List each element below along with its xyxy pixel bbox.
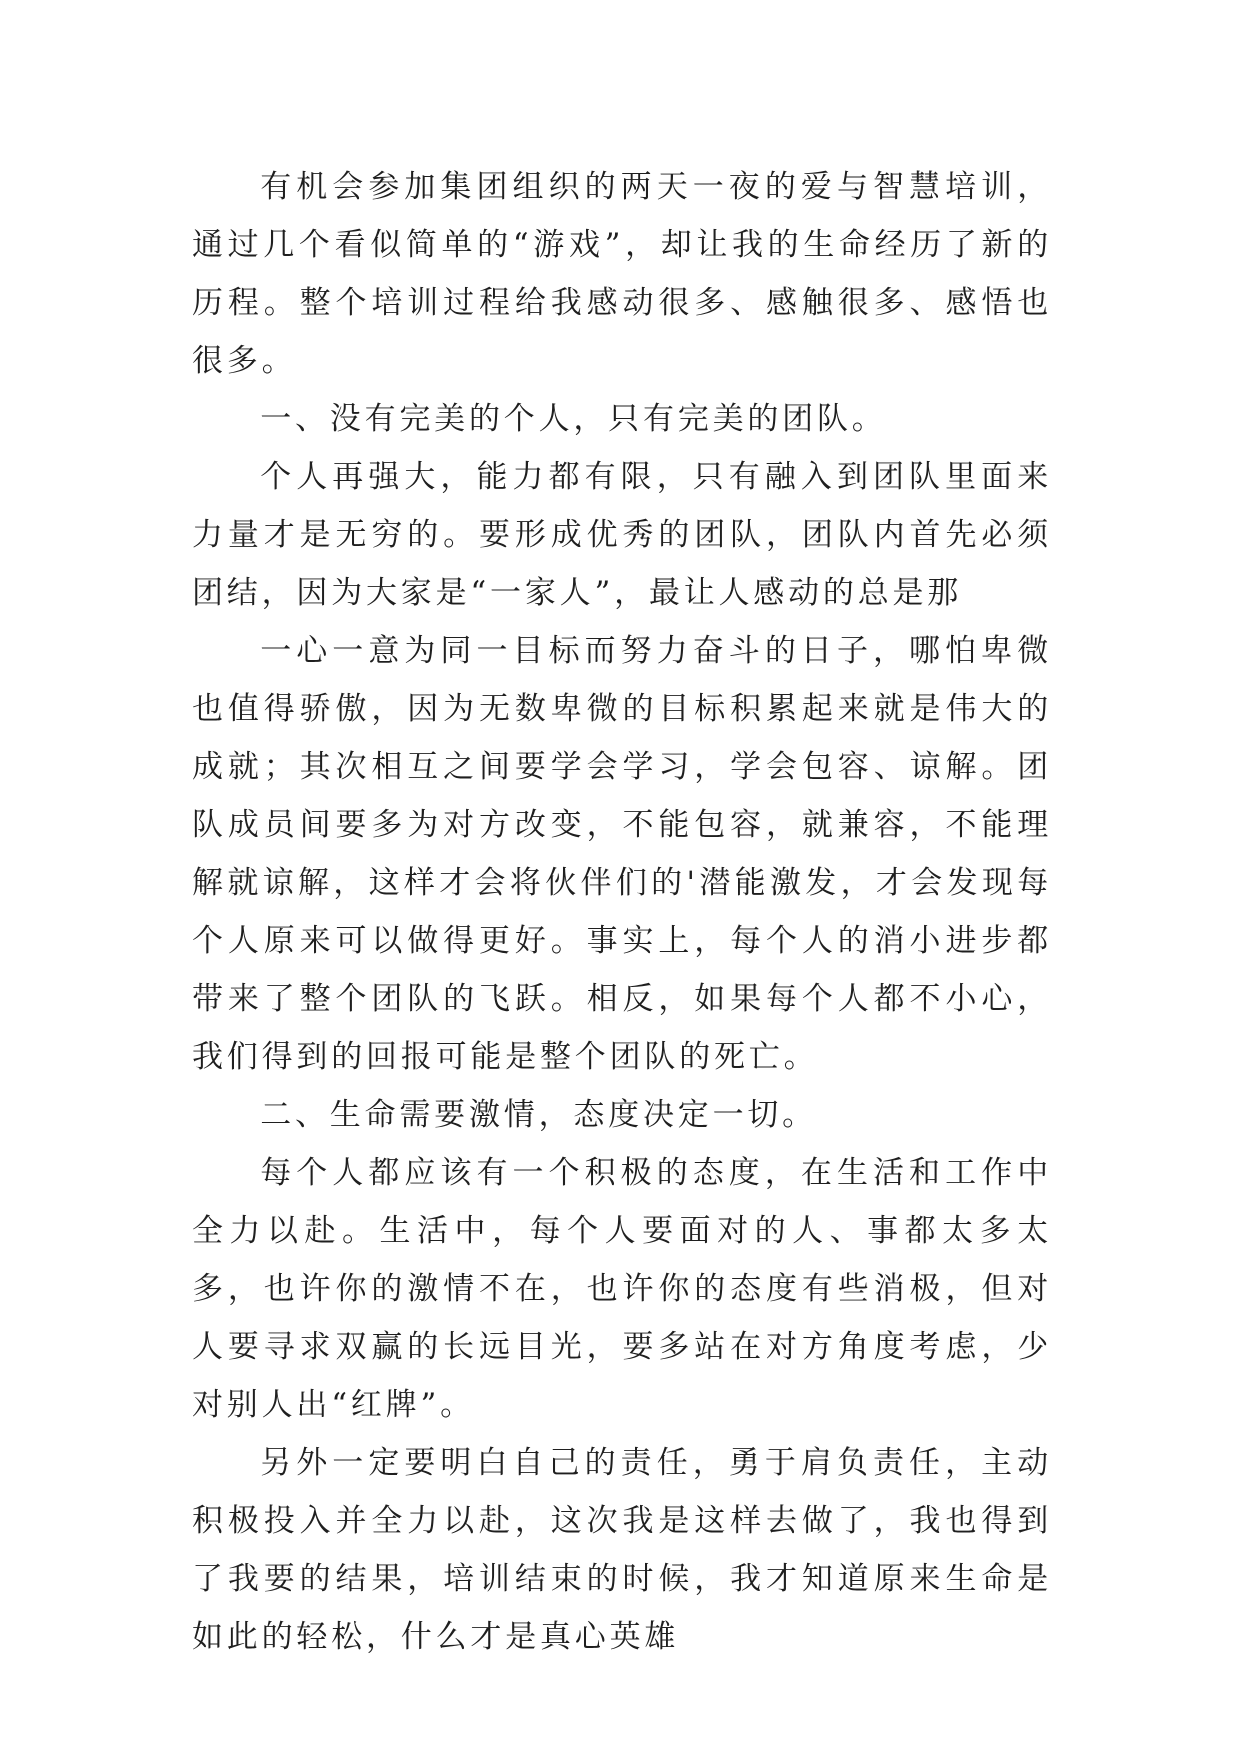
document-body [192,158,1052,1666]
paragraph-common-goal: 一心一意为同一目标而努力奋斗的日子，哪怕卑微也值得骄傲，因为无数卑微的目标积累起来就是伟大的成就；其次相互之间要学会学习，学会包容、谅解。团队成员间要多为对方改变，不能包容，就兼容，不能理解就谅解，这样才会将伙伴们的'潜能激发，才会发现每个人原来可以做得更好。事实上，每个人的消小进步都带来了整个团队的飞跃。相反，如果每个人都不小心，我们得到的回报可能是整个团队的死亡。 [192,633,1052,1075]
paragraph-responsibility: 另外一定要明白自己的责任，勇于肩负责任，主动积极投入并全力以赴，这次我是这样去做了，我也得到了我要的结果，培训结束的时候，我才知道原来生命是如此的轻松，什么才是真心英雄 [192,1445,1052,1655]
paragraph-team-strength: 个人再强大，能力都有限，只有融入到团队里面来力量才是无穷的。要形成优秀的团队，团队内首先必须团结，因为大家是“一家人”，最让人感动的总是那 [192,459,1052,611]
paragraph-attitude: 每个人都应该有一个积极的态度，在生活和工作中全力以赴。生活中，每个人要面对的人、事都太多太多，也许你的激情不在，也许你的态度有些消极，但对人要寻求双赢的长远目光，要多站在对方角度考虑，少对别人出“红牌”。 [192,1155,1052,1423]
heading-section-one: 一、没有完美的个人，只有完美的团队。 [260,401,887,437]
heading-section-two: 二、生命需要激情，态度决定一切。 [260,1097,817,1133]
paragraph-intro: 有机会参加集团组织的两天一夜的爱与智慧培训，通过几个看似简单的“游戏”，却让我的生命经历了新的历程。整个培训过程给我感动很多、感触很多、感悟也很多。 [192,169,1052,379]
